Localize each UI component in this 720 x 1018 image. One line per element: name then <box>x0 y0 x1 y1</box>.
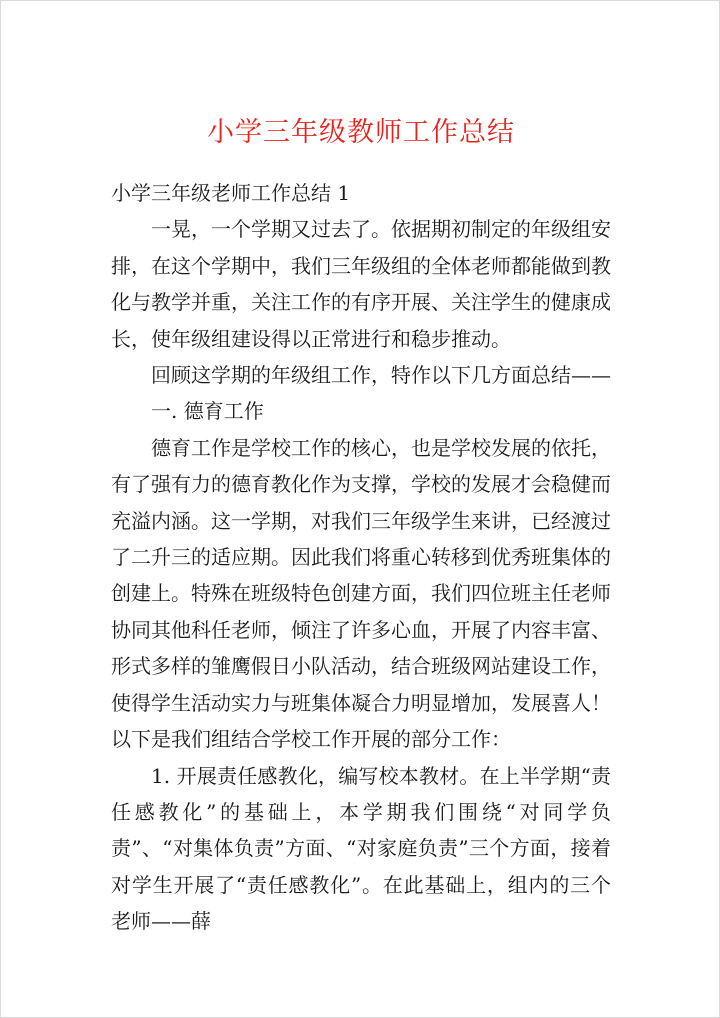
document-subtitle: 小学三年级老师工作总结 1 <box>111 181 351 205</box>
paragraph-responsibility-education: 1. 开展责任感教化，编写校本教材。在上半学期“责任感教化”的基础上，本学期我们围绕“对同学负责”、“对集体负责”方面、“对家庭负责”三个方面，接着对学生开展了“责任感教化”。在此基础上，组内的三个老师——薛 <box>111 763 611 934</box>
section-heading-moral-education: 一. 德育工作 <box>151 399 264 424</box>
paragraph-moral-education: 德育工作是学校工作的核心，也是学校发展的依托，有了强有力的德育教化作为支撑，学校的发展才会稳健而充溢内涵。这一学期，对我们三年级学生来讲，已经渡过了二升三的适应期。因此我们将重心转移到优秀班集体的创建上。特殊在班级特色创建方面，我们四位班主任老师协同其他科任老师，倾注了许多心血，开展了内容丰富、形式多样的雏鹰假日小队活动，结合班级网站建设工作，使得学生活动实力与班集体凝合力明显增加，发展喜人！以下是我们组结合学校工作开展的部分工作： <box>111 435 611 752</box>
paragraph-review: 回顾这学期的年级组工作，特作以下几方面总结—— <box>151 363 611 388</box>
paragraph-intro: 一晃，一个学期又过去了。依据期初制定的年级组安排，在这个学期中，我们三年级组的全体老师都能做到教化与教学并重，关注工作的有序开展、关注学生的健康成长，使年级组建设得以正常进行和稳步推动。 <box>111 217 611 351</box>
document-title: 小学三年级教师工作总结 <box>207 117 515 148</box>
document-body <box>111 175 611 940</box>
